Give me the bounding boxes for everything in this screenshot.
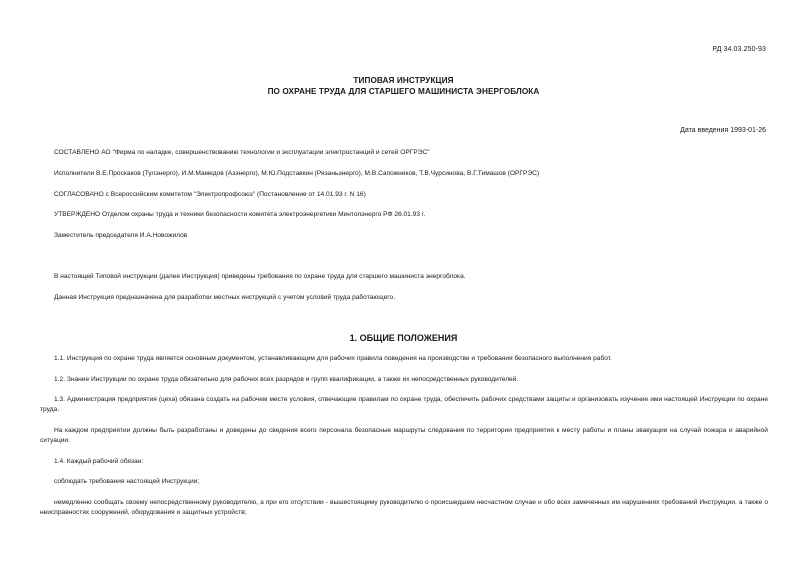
duty-item-1: соблюдать требования настоящей Инструкции; bbox=[54, 478, 200, 485]
preamble-paragraph-1: В настоящей Типовой инструкции (далее Инструкция) приведены требования по охране труда для старшего машиниста энергоблока. bbox=[54, 273, 466, 280]
document-title-line-2: ПО ОХРАНЕ ТРУДА ДЛЯ СТАРШЕГО МАШИНИСТА ЭНЕРГОБЛОКА bbox=[267, 87, 540, 96]
document-code: РД 34.03.250-93 bbox=[712, 46, 766, 53]
preamble-paragraph-2: Данная Инструкция предназначена для разработки местных инструкций с учетом условий труда работающего. bbox=[54, 294, 396, 301]
clause-1-3-evacuation: На каждом предприятии должны быть разработаны и доведены до сведения всего персонала безопасные маршруты следования по территории предприятия к месту работы и планы эвакуации на случай пожара и аварийной ситуации. bbox=[40, 427, 768, 444]
clause-1-2: 1.2. Знание Инструкции по охране труда обязательно для рабочих всех разрядов и групп квалификации, а также их непосредственных руководителей. bbox=[54, 376, 519, 383]
authors: Исполнители В.Е.Проскаков (Тулэнерго), И.М.Мамедов (Азэнерго), М.Ю.Подставкин (Рязаньэнерго), М.В.Сапожников, Т.В.Чурсинова, В.Г.Тимашов (ОРГРЭС) bbox=[54, 170, 540, 177]
document-title-line-1: ТИПОВАЯ ИНСТРУКЦИЯ bbox=[353, 76, 454, 85]
clause-1-4: 1.4. Каждый рабочий обязан: bbox=[54, 458, 144, 465]
duty-item-2: немедленно сообщать своему непосредственному руководителю, а при его отсутствии - вышестоящему руководителю о происшедшем несчастном случае и обо всех замеченных им нарушениях требований Инструкции, а также о неисправностях сооружений, оборудования и защитных устройств; bbox=[40, 499, 768, 516]
compiled-by: СОСТАВЛЕНО АО "Фирма по наладке, совершенствованию технологии и эксплуатации электростанций и сетей ОРГРЭС" bbox=[54, 149, 430, 156]
intro-date: Дата введения 1993-01-26 bbox=[680, 127, 766, 134]
clause-1-1: 1.1. Инструкция по охране труда является основным документом, устанавливающим для рабочих правила поведения на производстве и требования безопасного выполнения работ. bbox=[54, 355, 612, 362]
section-heading: 1. ОБЩИЕ ПОЛОЖЕНИЯ bbox=[349, 333, 458, 343]
clause-1-3: 1.3. Администрация предприятия (цеха) обязана создать на рабочем месте условия, отвечающие правилам по охране труда, обеспечить рабочих средствами защиты и организовать изучение ими настоящей Инструкции по охране труда. bbox=[40, 396, 768, 413]
approved-by: УТВЕРЖДЕНО Отделом охраны труда и техники безопасности комитета электроэнергетики Минтопэнерго РФ 26.01.93 г. bbox=[54, 211, 426, 218]
deputy-chairman: Заместитель председателя И.А.Новожилов bbox=[54, 232, 188, 239]
agreed-by: СОГЛАСОВАНО с Всероссийским комитетом "Электропрофсоюз" (Постановление от 14.01.93 г. N 16) bbox=[54, 191, 366, 198]
